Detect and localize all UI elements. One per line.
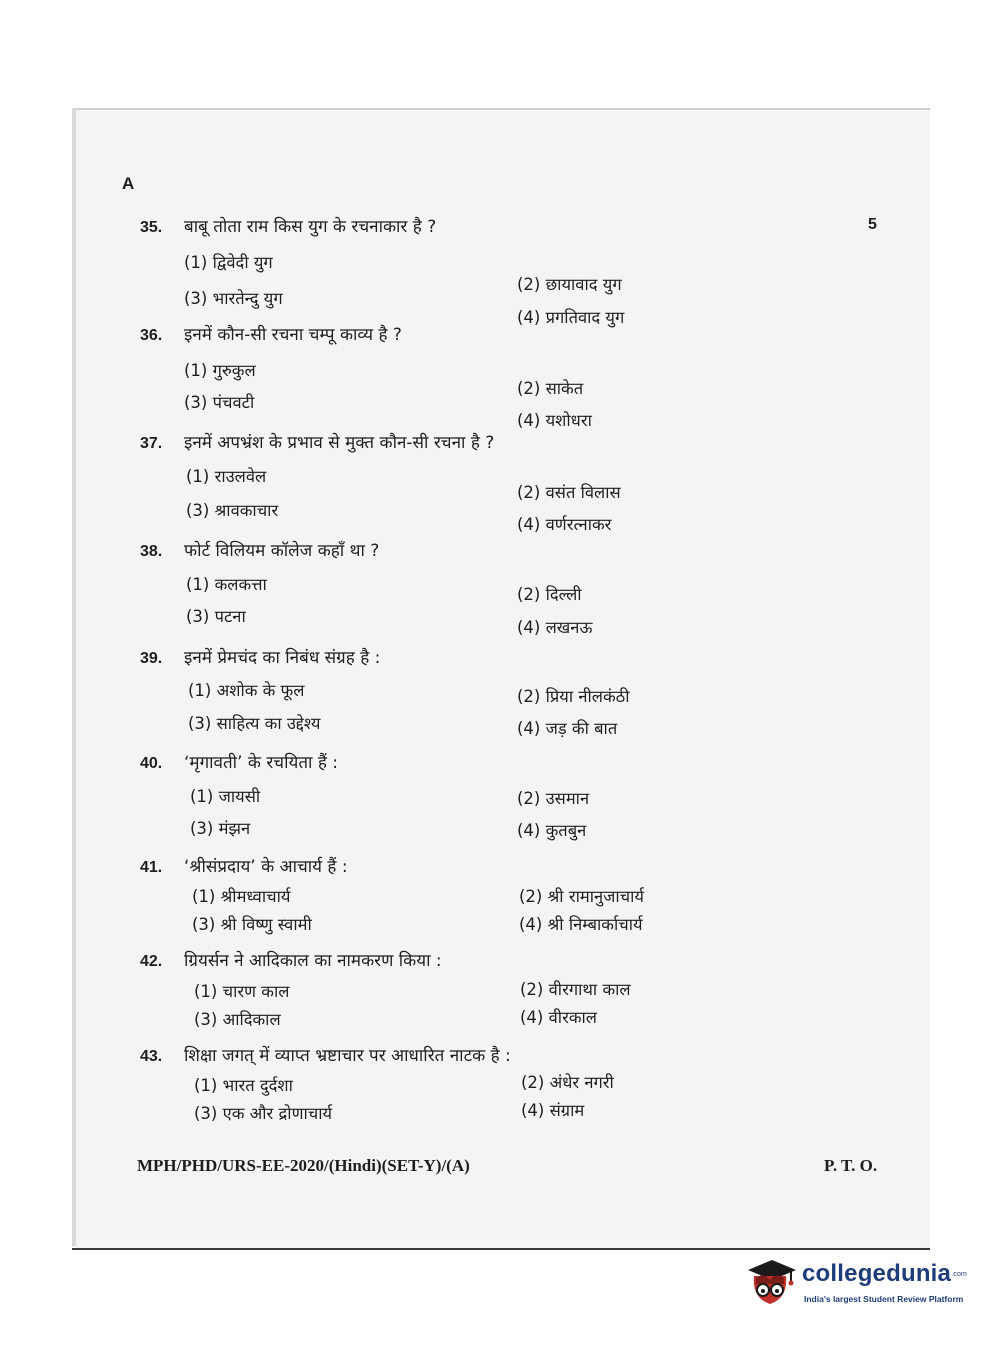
question-text: फोर्ट विलियम कॉलेज कहाँ था ? xyxy=(184,541,380,561)
question-text: ‘श्रीसंप्रदाय’ के आचार्य हैं : xyxy=(184,857,348,877)
brand-tagline: India's largest Student Review Platform xyxy=(804,1294,964,1304)
question-41 xyxy=(140,854,700,877)
paper-code: MPH/PHD/URS-EE-2020/(Hindi)(SET-Y)/(A) xyxy=(137,1156,470,1175)
option-1: (1) भारत दुर्दशा xyxy=(194,1076,293,1095)
option-4: (4) कुतबुन xyxy=(517,821,587,840)
option-1: (1) राउलवेल xyxy=(186,467,267,486)
option-4: (4) लखनऊ xyxy=(517,618,593,637)
question-number: 42. xyxy=(140,953,163,970)
option-3: (3) मंझन xyxy=(190,819,251,838)
option-3: (3) एक और द्रोणाचार्य xyxy=(194,1104,333,1123)
question-35 xyxy=(140,214,700,237)
collegedunia-logo xyxy=(742,1252,972,1314)
question-number: 41. xyxy=(140,859,163,876)
question-39 xyxy=(140,645,700,668)
option-3: (3) पटना xyxy=(186,607,246,626)
option-3: (3) आदिकाल xyxy=(194,1010,281,1029)
option-1: (1) द्विवेदी युग xyxy=(184,253,273,272)
option-2: (2) दिल्ली xyxy=(517,585,582,604)
option-2: (2) साकेत xyxy=(517,379,584,398)
option-2: (2) वीरगाथा काल xyxy=(520,980,631,999)
option-4: (4) वीरकाल xyxy=(520,1008,597,1027)
option-1: (1) अशोक के फूल xyxy=(188,681,305,700)
option-2: (2) श्री रामानुजाचार्य xyxy=(519,887,644,906)
graduate-mascot-icon xyxy=(742,1254,798,1310)
please-turn-over: P. T. O. xyxy=(824,1156,878,1175)
option-3: (3) साहित्य का उद्देश्य xyxy=(188,714,321,733)
question-text: ग्रियर्सन ने आदिकाल का नामकरण किया : xyxy=(184,951,442,971)
option-4: (4) संग्राम xyxy=(521,1101,585,1120)
question-text: बाबू तोता राम किस युग के रचनाकार है ? xyxy=(184,217,437,237)
question-number: 39. xyxy=(140,650,163,667)
question-number: 40. xyxy=(140,755,163,772)
question-text: इनमें प्रेमचंद का निबंध संग्रह है : xyxy=(184,648,381,668)
question-number: 38. xyxy=(140,543,163,560)
question-text: ‘मृगावती’ के रचयिता हैं : xyxy=(184,753,339,773)
page-edge xyxy=(72,108,76,1246)
question-42 xyxy=(140,948,700,971)
brand-domain: .com xyxy=(951,1271,968,1279)
option-1: (1) कलकत्ता xyxy=(186,575,267,594)
option-2: (2) अंधेर नगरी xyxy=(521,1073,614,1092)
question-43 xyxy=(140,1043,700,1066)
question-37 xyxy=(140,430,700,453)
question-text: इनमें अपभ्रंश के प्रभाव से मुक्त कौन-सी रचना है ? xyxy=(184,433,495,453)
page-number: 5 xyxy=(868,216,877,233)
option-4: (4) प्रगतिवाद युग xyxy=(517,308,625,327)
option-3: (3) भारतेन्दु युग xyxy=(184,289,283,308)
option-4: (4) यशोधरा xyxy=(517,411,592,430)
set-label: A xyxy=(122,174,135,193)
option-3: (3) श्रावकाचार xyxy=(186,501,279,520)
option-2: (2) छायावाद युग xyxy=(517,275,622,294)
question-text: शिक्षा जगत् में व्याप्त भ्रष्टाचार पर आधारित नाटक है : xyxy=(184,1046,511,1066)
question-text: इनमें कौन-सी रचना चम्पू काव्य है ? xyxy=(184,325,402,345)
option-4: (4) वर्णरत्नाकर xyxy=(517,515,612,534)
question-number: 43. xyxy=(140,1048,163,1065)
question-number: 37. xyxy=(140,435,163,452)
option-3: (3) श्री विष्णु स्वामी xyxy=(192,915,312,934)
option-2: (2) प्रिया नीलकंठी xyxy=(517,687,630,706)
option-1: (1) जायसी xyxy=(190,787,261,806)
option-1: (1) श्रीमध्वाचार्य xyxy=(192,887,291,906)
question-40 xyxy=(140,750,700,773)
question-38 xyxy=(140,538,700,561)
brand-name: collegedunia.com xyxy=(802,1260,968,1287)
question-number: 35. xyxy=(140,219,163,236)
option-4: (4) श्री निम्बार्काचार्य xyxy=(519,915,643,934)
option-3: (3) पंचवटी xyxy=(184,393,255,412)
question-36 xyxy=(140,322,700,345)
option-2: (2) उसमान xyxy=(517,789,590,808)
option-1: (1) गुरुकुल xyxy=(184,361,256,380)
option-4: (4) जड़ की बात xyxy=(517,719,618,738)
question-number: 36. xyxy=(140,327,163,344)
option-2: (2) वसंत विलास xyxy=(517,483,621,502)
option-1: (1) चारण काल xyxy=(194,982,290,1001)
